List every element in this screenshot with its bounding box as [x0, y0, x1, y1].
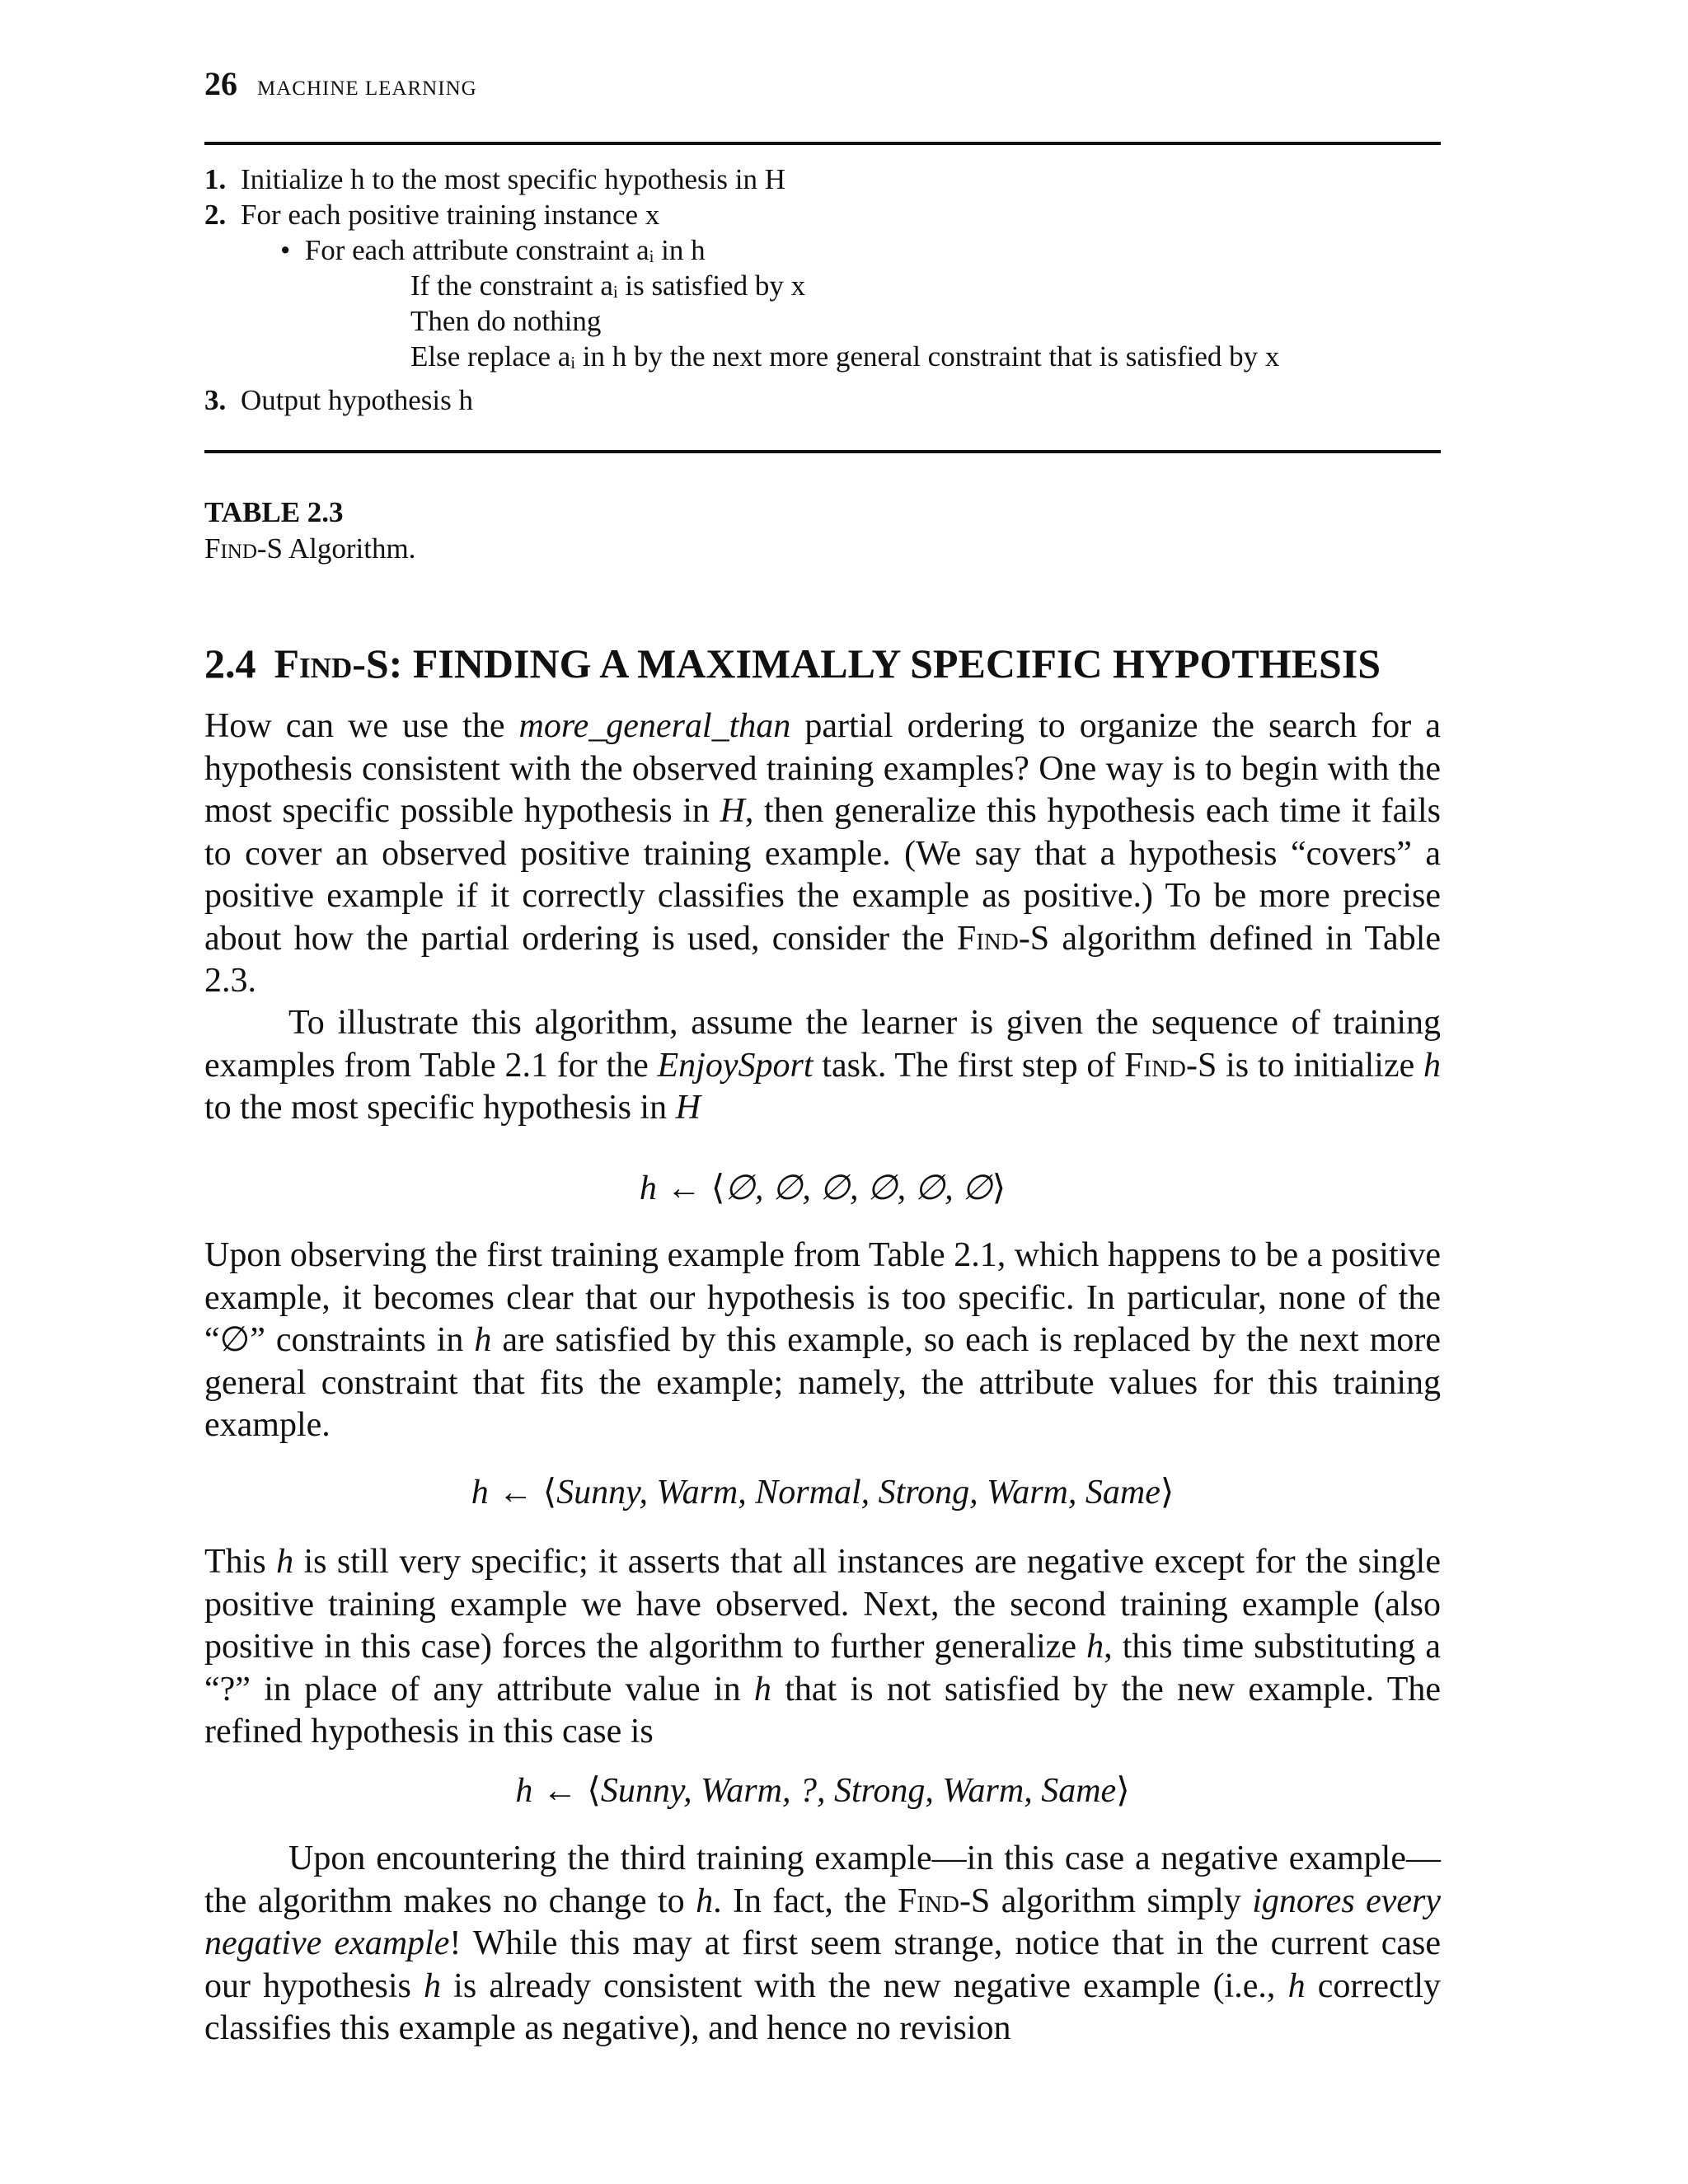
algorithm-condition: Then do nothing — [410, 305, 602, 337]
algorithm-condition: Else replace aᵢ in h by the next more general constraint that is satisfied by x — [410, 340, 1280, 373]
paragraph: Upon encountering the third training example—in this case a negative example—the algorithm makes no change to h. In fact, the Find-S algorithm simply ignores every negative example! While this may at first seem strange, notice that in the current case our hypothesis h is already consistent with the new negative example (i.e., h correctly classifies this example as negative), and hence no revision — [204, 1840, 1441, 2047]
hypothesis-formula: h ← ⟨Sunny, Warm, Normal, Strong, Warm, Same⟩ — [471, 1474, 1175, 1511]
page-number: 26 — [204, 65, 237, 102]
caption-title: Find-S Algorithm. — [204, 532, 416, 565]
algorithm-step: 1. Initialize h to the most specific hypothesis in H — [204, 163, 785, 195]
algorithm-substep: • For each attribute constraint aᵢ in h — [280, 234, 706, 266]
table-top-rule — [204, 142, 1441, 145]
table-bottom-rule — [204, 450, 1441, 453]
hypothesis-formula: h ← ⟨∅, ∅, ∅, ∅, ∅, ∅⟩ — [639, 1169, 1006, 1207]
running-head — [204, 64, 477, 105]
algorithm-step: 3. Output hypothesis h — [204, 384, 473, 416]
bullet: • — [280, 234, 291, 266]
algorithm-table — [204, 162, 1441, 442]
paragraph: This h is still very specific; it asserts that all instances are negative except for the single positive training example we have observed. Next, the second training example (also positive in this case) forces the algorithm to further generalize h, this time substituting a “?” in place of any attribute value in h that is not satisfied by the new example. The refined hypothesis in this case is — [204, 1543, 1441, 1750]
hypothesis-formula: h ← ⟨Sunny, Warm, ?, Strong, Warm, Same⟩ — [515, 1772, 1130, 1810]
paragraph: Upon observing the first training example from Table 2.1, which happens to be a positive example, it becomes clear that our hypothesis is too specific. In particular, none of the “∅” constraints in h are satisfied by this example, so each is replaced by the next more general constraint that fits the example; namely, the attribute values for this training example. — [204, 1236, 1441, 1444]
caption-label: TABLE 2.3 — [204, 496, 344, 528]
section-heading: 2.4 Find-S: FINDING A MAXIMALLY SPECIFIC HYPOTHESIS — [204, 640, 1381, 687]
section-number: 2.4 — [204, 640, 256, 687]
paragraph: How can we use the more_general_than partial ordering to organize the search for a hypothesis consistent with the observed training examples? One way is to begin with the most specific possible hypothesis in H, then generalize this hypothesis each time it fails to cover an observed positive training example. (We say that a hypothesis “covers” a positive example if it correctly classifies the example as positive.) To be more precise about how the partial ordering is used, consider the Find-S algorithm defined in Table 2.3. — [204, 707, 1442, 1000]
running-title: MACHINE LEARNING — [257, 77, 477, 100]
paragraph: To illustrate this algorithm, assume the learner is given the sequence of training examples from Table 2.1 for the EnjoySport task. The first step of Find-S is to initialize h to the most specific hypothesis in H — [204, 1004, 1441, 1127]
table-caption — [204, 494, 415, 567]
algorithm-step: 2. For each positive training instance x — [204, 199, 660, 231]
algorithm-condition: If the constraint aᵢ is satisfied by x — [410, 269, 806, 302]
